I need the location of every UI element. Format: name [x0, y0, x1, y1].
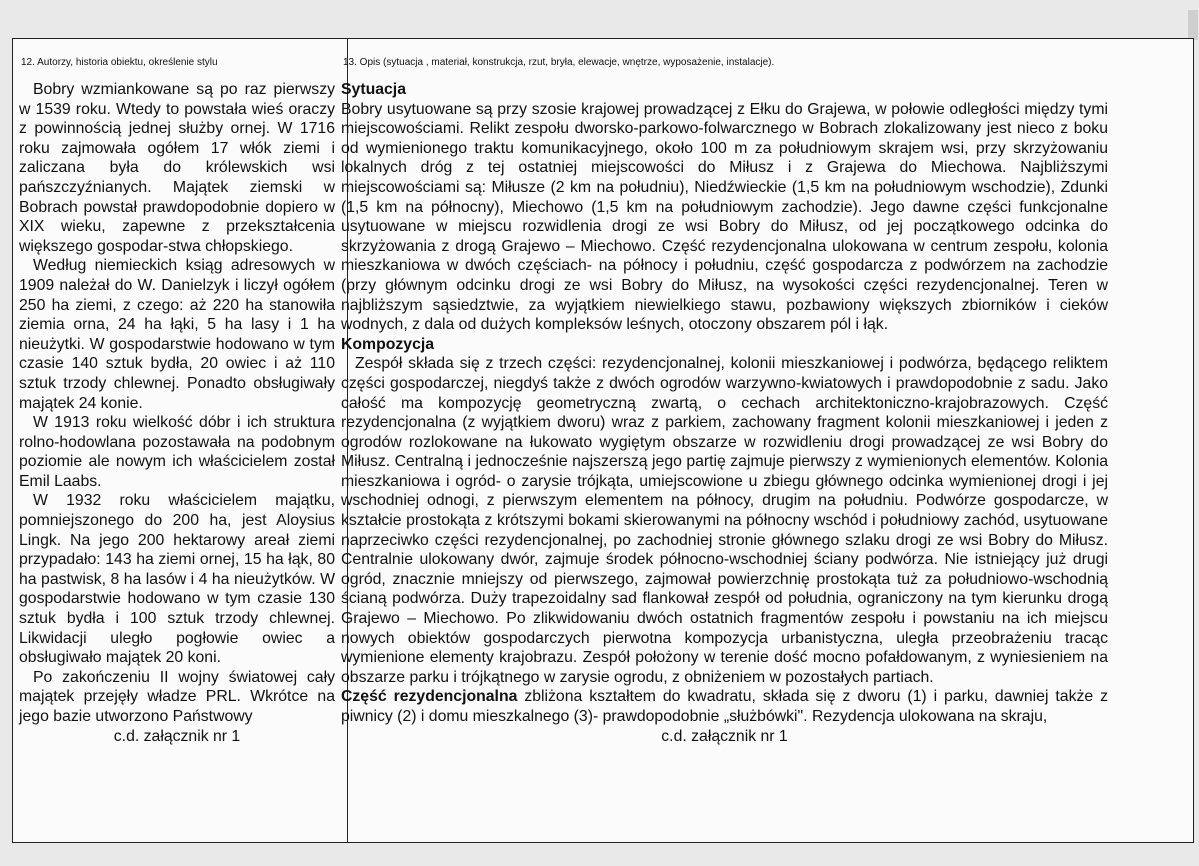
history-paragraph: W 1932 roku właścicielem majątku, pomniejszonego do 200 ha, jest Aloysius Lingk. Na jego 200 hektarowy areał ziemi przypadało: 143 ha ziemi ornej, 15 ha łąk, 80 ha pastwisk, 8 ha lasów i 4 ha nieużytków. W gospodarstwie hodowano w tym czasie 130 sztuk bydła i 100 sztuk trzody chlewnej. Likwidacji uległo pogłowie owiec a obsługiwało majątek 20 koni. [19, 492, 335, 667]
section-text-residential [341, 687, 1108, 726]
form-sheet [12, 38, 1194, 843]
history-paragraph: Po zakończeniu II wojny światowej cały majątek przejęły władze PRL. Wkrótce na jego bazie utworzono Państwowy [19, 668, 335, 725]
section-title-sytuacja: Sytuacja [341, 81, 406, 98]
history-paragraph: Według niemieckich ksiąg adresowych w 1909 należał do W. Danielzyk i liczył ogółem 250 ha ziemi, z czego: aż 220 ha stanowiła ziemia orna, 24 ha łąki, 5 ha lasy i 1 ha nieużytki. W gospodarstwie hodowano w tym czasie 140 sztuk bydła, 20 owiec i aż 110 sztuk trzody chlewnej. Ponadto obsługiwały majątek 24 konie. [19, 257, 335, 412]
right-column-header: 13. Opis (sytuacja , materiał, konstrukcja, rzut, bryła, elewacje, wnętrze, wyposażenie, instalacje). [343, 57, 775, 68]
history-paragraph: W 1913 roku wielkość dóbr i ich struktura rolno-hodowlana pozostawała na podobnym poziomie ale nowym ich właścicielem został Emil Laabs. [19, 414, 335, 490]
right-continuation-note: c.d. załącznik nr 1 [661, 727, 788, 745]
description-column [341, 80, 1108, 746]
left-continuation-note: c.d. załącznik nr 1 [113, 727, 241, 745]
history-column [19, 80, 335, 746]
section-title-kompozycja: Kompozycja [341, 335, 435, 353]
residential-text: zbliżona kształtem do kwadratu, składa się z dworu (1) i parku, dawniej także z piwnicy (2) i domu mieszkalnego (3)- prawdopodobnie „służbówki". Rezydencja ulokowana na skraju, [341, 688, 1108, 725]
left-column-header: 12. Autorzy, historia obiektu, określenie stylu [21, 57, 218, 68]
history-paragraph: Bobry wzmiankowane są po raz pierwszy w 1539 roku. Wtedy to powstała wieś oraczy z powinnością jednej służby ornej. W 1716 roku zajmowała ogółem 17 włók ziemi i zaliczana była do królewskich wsi pańszczyźnianych. Majątek ziemski w Bobrach powstał prawdopodobnie dopiero w XIX wieku, zapewne z przekształcenia większego gospodar-stwa chłopskiego. [19, 81, 335, 255]
scan-edge-mark [1188, 10, 1198, 40]
section-text-sytuacja: Bobry usytuowane są przy szosie krajowej prowadzącej z Ełku do Grajewa, w połowie odległości między tymi miejscowościami. Relikt zespołu dworsko-parkowo-folwarcznego w Bobrach zlokalizowany jest nieco z boku od wymienionego traktu komunikacyjnego, około 100 m za południowym skrajem wsi, przy skrzyżowaniu lokalnych dróg z tej ostatniej miejscowości do Miłusz i z Grajewa do Miechowa. Najbliższymi miejscowościami są: Miłusze (2 km na południu), Niedźwieckie (1,5 km na południowym wschodzie), Zdunki (1,5 km na północny), Miechowo (1,5 km na południowym zachodzie). Jego dawne części funkcjonalne usytuowane w miejscu rozwidlenia drogi ze wsi Bobry do Miłusz, od jej początkowego odcinka do skrzyżowania z drogą Grajewo – Miechowo. Część rezydencjonalna ulokowana w centrum zespołu, kolonia mieszkaniowa w dwóch częściach- na północy i południu, część gospodarcza z podwórzem na zachodzie (przy głównym odcinku drogi ze wsi Bobry do Miłusz, na wysokości części rezydencjonalnej. Teren w najbliższym sąsiedztwie, za wyjątkiem niewielkiego stawu, pozbawiony większych zbiorników i cieków wodnych, z dala od dużych kompleksów leśnych, otoczony obszarem pól i łąk. [341, 100, 1108, 334]
section-text-kompozycja: Zespół składa się z trzech części: rezydencjonalnej, kolonii mieszkaniowej i podwórza, będącego reliktem części gospodarczej, niegdyś także z dwóch ogrodów warzywno-kwiatowych i prawdopodobnie z sadu. Jako całość ma kompozycję geometryczną zwartą, o cechach architektoniczno-krajobrazowych. Część rezydencjonalna (z wyjątkiem dworu) wraz z parkiem, zachowany fragment kolonii mieszkaniowej i jeden z ogrodów rozlokowane na łukowato wygiętym obszarze w rozwidleniu drogi prowadzącej ze wsi Bobry do Miłusz. Centralną i jednocześnie najszerszą jego partię zajmuje pierwszy z wymienionych elementów. Kolonia mieszkaniowa i ogród- o zarysie trójkąta, umiejscowione u zbiegu głównego odcinka wymienionej drogi i jej wschodniej odnogi, z pierwszym elementem na północy, drugim na południu. Podwórze gospodarcze, w kształcie prostokąta z krótszymi bokami skierowanymi na północny wschód i południowy zachód, usytuowane naprzeciwko części rezydencjonalnej, po zachodniej stronie głównego szlaku drogi ze wsi Bobry do Miłusz. Centralnie ulokowany dwór, zajmuje środek północno-wschodniej ściany podwórza. Nie istniejący już drugi ogród, znacznie mniejszy od pierwszego, zajmował powierzchnię prostokąta tuż za południowo-wschodnią ścianą podwórza. Duży trapezoidalny sad flankował zespół od południa, ograniczony na tym kierunku drogą Grajewo – Miechowo. Po zlikwidowaniu dwóch ostatnich fragmentów zespołu i powstaniu na ich miejscu nowych obiektów gospodarczych pierwotna kompozycja urbanistyczna, uległa przeobrażeniu tracąc wymienione elementy krajobrazu. Zespół położony w terenie dość mocno pofałdowanym, z wyniesieniem na obszarze parku i trójkątnego w zarysie ogrodu, z obniżeniem w pozostałych partiach. [341, 355, 1108, 686]
residential-lead: Część rezydencjonalna [341, 688, 518, 706]
